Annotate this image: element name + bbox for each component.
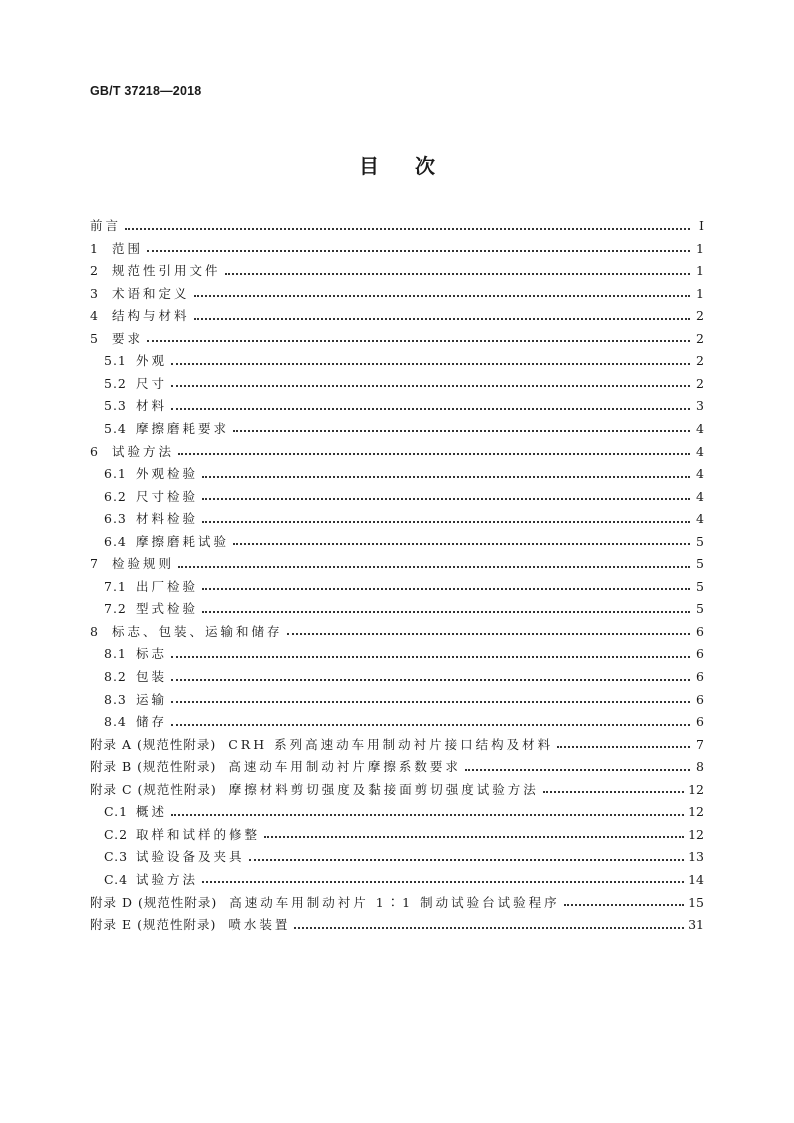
toc-entry-page-number: 13 — [688, 849, 704, 865]
toc-entry[interactable] — [104, 577, 704, 597]
toc-entry-number: C.1 — [104, 804, 129, 820]
toc-entry-number: 5.1 — [104, 353, 127, 369]
toc-entry-number: 5.3 — [104, 398, 127, 414]
toc-entry-page-number: 6 — [696, 691, 704, 707]
toc-entry[interactable] — [90, 622, 704, 642]
toc-entry-number: 7 — [90, 556, 99, 572]
toc-entry-page-number: 1 — [696, 240, 704, 256]
dot-leader — [202, 880, 684, 883]
toc-entry-number: 1 — [90, 240, 99, 256]
toc-entry[interactable] — [104, 712, 704, 732]
toc-entry-number: 5.4 — [104, 420, 127, 436]
dot-leader — [147, 249, 690, 252]
toc-entry-number: C.4 — [104, 871, 129, 887]
toc-entry[interactable] — [90, 442, 704, 462]
toc-entry-number: 8 — [90, 623, 99, 639]
toc-entry[interactable] — [90, 261, 704, 281]
toc-entry-number: C.3 — [104, 849, 129, 865]
dot-leader — [225, 272, 690, 275]
toc-entry-title: 规范性引用文件 — [112, 263, 221, 279]
dot-leader — [202, 610, 690, 613]
toc-entry-number: C.2 — [104, 826, 129, 842]
toc-entry-title: 要求 — [112, 330, 144, 346]
toc-entry-page-number: 2 — [696, 353, 704, 369]
toc-entry-page-number: 1 — [696, 285, 704, 301]
dot-leader — [202, 497, 690, 500]
toc-entry[interactable] — [90, 735, 704, 755]
toc-entry-page-number: 6 — [696, 623, 704, 639]
toc-entry-page-number: 4 — [696, 420, 704, 436]
toc-entry-title: 试验方法 — [136, 871, 199, 887]
toc-entry[interactable] — [104, 825, 704, 845]
dot-leader — [287, 632, 690, 635]
toc-entry-page-number: 2 — [696, 308, 704, 324]
toc-entry[interactable] — [104, 509, 704, 529]
dot-leader — [171, 407, 690, 410]
toc-entry-page-number: 2 — [696, 375, 704, 391]
toc-entry-page-number: I — [699, 218, 704, 233]
toc-entry-page-number: 1 — [696, 263, 704, 279]
toc-entry-page-number: 5 — [696, 556, 704, 572]
toc-entry-number: 6.4 — [104, 533, 127, 549]
toc-entry-page-number: 5 — [696, 533, 704, 549]
toc-entry-page-number: 12 — [688, 826, 704, 842]
toc-entry-number: 8.3 — [104, 691, 127, 707]
toc-entry-title: 标志、包装、运输和储存 — [112, 623, 283, 639]
toc-entry-number: 6.1 — [104, 466, 127, 482]
toc-entry[interactable] — [104, 532, 704, 552]
dot-leader — [202, 520, 690, 523]
toc-entry-title: 材料检验 — [136, 511, 199, 527]
toc-entry[interactable] — [104, 396, 704, 416]
toc-entry[interactable] — [104, 644, 704, 664]
toc-entry-number: 7.2 — [104, 601, 127, 617]
toc-entry-page-number: 2 — [696, 330, 704, 346]
toc-entry-title: 运输 — [136, 691, 168, 707]
toc-entry[interactable] — [104, 870, 704, 890]
toc-entry-title: 检验规则 — [112, 556, 175, 572]
toc-entry-title: 试验方法 — [112, 443, 175, 459]
toc-entry-page-number: 4 — [696, 443, 704, 459]
toc-entry-title: 范围 — [112, 240, 144, 256]
toc-entry-title: 型式检验 — [136, 601, 199, 617]
dot-leader — [294, 926, 684, 929]
toc-entry-page-number: 6 — [696, 714, 704, 730]
toc-entry-number: 6.2 — [104, 488, 127, 504]
toc-entry-title: 储存 — [136, 714, 168, 730]
dot-leader — [147, 339, 690, 342]
toc-entry-page-number: 4 — [696, 488, 704, 504]
toc-entry-page-number: 6 — [696, 646, 704, 662]
toc-entry-title: CRH 系列高速动车用制动衬片接口结构及材料 — [228, 736, 554, 752]
dot-leader — [171, 700, 690, 703]
toc-entry-title: 尺寸 — [136, 375, 168, 391]
toc-entry-title: 出厂检验 — [136, 578, 199, 594]
toc-entry-number: 6.3 — [104, 511, 127, 527]
toc-entry-number: 附录 E (规范性附录) — [90, 917, 217, 933]
dot-leader — [465, 768, 690, 771]
toc-entry-number: 附录 A (规范性附录) — [90, 736, 217, 752]
toc-entry-page-number: 31 — [688, 917, 704, 933]
toc-entry-number: 附录 C (规范性附录) — [90, 781, 217, 797]
toc-entry[interactable] — [104, 351, 704, 371]
toc-entry[interactable] — [90, 915, 704, 935]
toc-entry-number: 附录 B (规范性附录) — [90, 759, 217, 775]
toc-entry[interactable] — [104, 599, 704, 619]
dot-leader — [171, 678, 690, 681]
toc-entry-title: 结构与材料 — [112, 308, 190, 324]
toc-entry[interactable] — [104, 464, 704, 484]
toc-entry[interactable] — [104, 487, 704, 507]
toc-entry[interactable] — [104, 667, 704, 687]
dot-leader — [564, 903, 685, 906]
toc-entry-title: 前言 — [90, 218, 122, 233]
toc-entry-title: 尺寸检验 — [136, 488, 199, 504]
toc-entry-title: 高速动车用制动衬片 1∶1 制动试验台试验程序 — [229, 894, 560, 910]
dot-leader — [125, 227, 690, 230]
dot-leader — [171, 655, 690, 658]
toc-entry-title: 包装 — [136, 669, 168, 684]
toc-entry[interactable] — [90, 554, 704, 574]
toc-entry[interactable] — [90, 216, 704, 236]
toc-entry-page-number: 12 — [688, 781, 704, 797]
toc-entry-page-number: 4 — [696, 511, 704, 527]
toc-entry-page-number: 5 — [696, 601, 704, 617]
toc-entry-page-number: 8 — [696, 759, 704, 775]
toc-entry-number: 8.2 — [104, 669, 127, 684]
toc-entry-page-number: 15 — [688, 894, 704, 910]
dot-leader — [171, 723, 690, 726]
toc-entry[interactable] — [104, 374, 704, 394]
toc-entry[interactable] — [104, 419, 704, 439]
toc-entry-title: 摩擦磨耗试验 — [136, 533, 230, 549]
toc-entry[interactable] — [104, 847, 704, 867]
dot-leader — [178, 452, 690, 455]
toc-entry[interactable] — [90, 780, 704, 800]
toc-entry-title: 外观检验 — [136, 466, 199, 482]
toc-entry-number: 附录 D (规范性附录) — [90, 894, 218, 910]
toc-entry[interactable] — [104, 690, 704, 710]
toc-entry-title: 标志 — [136, 646, 168, 662]
toc-entry-title: 高速动车用制动衬片摩擦系数要求 — [228, 759, 461, 775]
dot-leader — [194, 294, 690, 297]
dot-leader — [233, 542, 690, 545]
toc-entry-page-number: 12 — [688, 804, 704, 820]
toc-entry-number: 4 — [90, 308, 99, 324]
toc-entry-number: 6 — [90, 443, 99, 459]
toc-entry-number: 5 — [90, 330, 99, 346]
dot-leader — [233, 429, 690, 432]
dot-leader — [249, 858, 685, 861]
toc-entry-title: 摩擦材料剪切强度及黏接面剪切强度试验方法 — [228, 781, 539, 797]
toc-entry[interactable] — [90, 239, 704, 259]
toc-entry-title: 材料 — [136, 398, 168, 414]
toc-entry-page-number: 3 — [696, 398, 704, 414]
dot-leader — [202, 587, 690, 590]
toc-entry-page-number: 6 — [696, 669, 704, 684]
toc-entry-page-number: 7 — [696, 736, 704, 752]
dot-leader — [194, 317, 690, 320]
document-standard-code: GB/T 37218—2018 — [90, 84, 202, 98]
dot-leader — [543, 790, 684, 793]
toc-entry[interactable] — [90, 306, 704, 326]
toc-entry-title: 摩擦磨耗要求 — [136, 420, 230, 436]
dot-leader — [171, 384, 690, 387]
toc-entry-number: 8.1 — [104, 646, 127, 662]
toc-entry-page-number: 14 — [688, 871, 704, 887]
toc-entry-page-number: 5 — [696, 578, 704, 594]
toc-entry-number: 2 — [90, 263, 99, 279]
toc-entry-title: 喷水装置 — [228, 917, 291, 933]
dot-leader — [264, 835, 684, 838]
toc-entry-number: 3 — [90, 285, 99, 301]
page-title: 目次 — [359, 154, 471, 178]
toc-entry-number: 5.2 — [104, 375, 127, 391]
toc-entry-title: 外观 — [136, 353, 168, 369]
dot-leader — [171, 362, 690, 365]
toc-entry[interactable] — [90, 284, 704, 304]
dot-leader — [557, 745, 690, 748]
toc-entry-title: 取样和试样的修整 — [136, 826, 261, 842]
toc-entry-title: 概述 — [136, 804, 168, 820]
toc-entry[interactable] — [90, 893, 704, 913]
dot-leader — [171, 813, 684, 816]
toc-entry-number: 8.4 — [104, 714, 127, 730]
toc-entry-page-number: 4 — [696, 466, 704, 482]
toc-entry-title: 试验设备及夹具 — [136, 849, 245, 865]
dot-leader — [178, 565, 690, 568]
toc-entry-title: 术语和定义 — [112, 285, 190, 301]
toc-entry[interactable] — [104, 802, 704, 822]
toc-entry[interactable] — [90, 757, 704, 777]
dot-leader — [202, 475, 690, 478]
toc-entry-number: 7.1 — [104, 578, 127, 594]
toc-entry[interactable] — [90, 329, 704, 349]
